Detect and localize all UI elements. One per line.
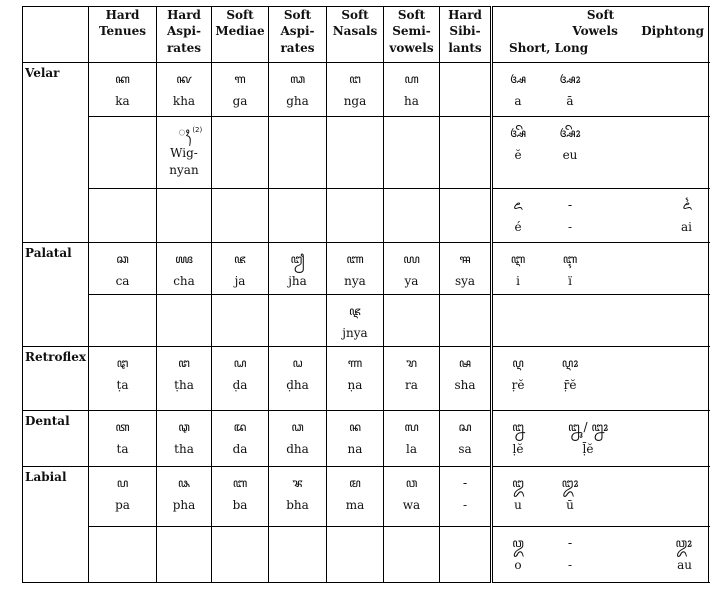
row-velar-2 (23, 117, 709, 189)
cell-ba: ꦧ ba (212, 467, 269, 527)
cell-empty (492, 295, 709, 347)
row-label-retroflex: Retroflex (23, 347, 89, 411)
header-row (23, 7, 709, 63)
cell-vowel-le: ꦊ ḷĕ ꦋ / ꦊꦴ ḹĕ (492, 411, 709, 467)
cell-da: ꦢ da (212, 411, 269, 467)
row-dental (23, 411, 709, 467)
cell-empty (212, 189, 269, 243)
row-label-dental: Dental (23, 411, 89, 467)
cell-empty (440, 295, 492, 347)
cell-empty (212, 117, 269, 189)
script-table-wrapper (22, 6, 708, 583)
cell-bha: ꦨ bha (269, 467, 327, 527)
cell-ta: ꦠ ta (89, 411, 157, 467)
cell-empty (212, 295, 269, 347)
cell-empty (327, 527, 384, 583)
row-label-labial: Labial (23, 467, 89, 583)
cell-empty (327, 189, 384, 243)
cell-sya: ꦯ sya (440, 243, 492, 295)
cell-empty (440, 189, 492, 243)
cell-gha: ꦓ gha (269, 63, 327, 117)
header-col-sibilants: Hard Sibi- lants (440, 7, 492, 63)
cell-empty (269, 527, 327, 583)
row-palatal-1 (23, 243, 709, 295)
header-col-tenues: Hard Tenues (89, 7, 157, 63)
cell-ma: ꦩ ma (327, 467, 384, 527)
header-col-aspirates-soft: Soft Aspi- rates (269, 7, 327, 63)
cell-ga: ꦒ ga (212, 63, 269, 117)
cell-vowel-e-ai: ꦌ é - - ꦍ ai (492, 189, 709, 243)
cell-empty (269, 117, 327, 189)
row-label-velar: Velar (23, 63, 89, 243)
cell-nga: ꦔ nga (327, 63, 384, 117)
cell-tha: ꦡ tha (157, 411, 212, 467)
header-corner (23, 7, 89, 63)
cell-empty (89, 117, 157, 189)
row-velar-3 (23, 189, 709, 243)
cell-empty (384, 527, 440, 583)
cell-vowel-e-pepet: ꦄꦼ ĕ ꦄꦼꦴ eu (492, 117, 709, 189)
cell-nya: ꦚ nya (327, 243, 384, 295)
cell-empty (269, 189, 327, 243)
header-col-mediae: Soft Mediae (212, 7, 269, 63)
cell-wa: ꦮ wa (384, 467, 440, 527)
row-labial-2 (23, 527, 709, 583)
cell-empty (440, 117, 492, 189)
cell-ddha: ꦞ ḍha (269, 347, 327, 411)
cell-ca: ꦕ ca (89, 243, 157, 295)
row-palatal-2 (23, 295, 709, 347)
cell-jnya: ꦘ jnya (327, 295, 384, 347)
row-velar-1 (23, 63, 709, 117)
row-retroflex (23, 347, 709, 411)
cell-empty (89, 189, 157, 243)
cell-sa: ꦱ sa (440, 411, 492, 467)
header-col-vowels: Soft Vowels Diphtong Short, Long (492, 7, 709, 63)
header-col-aspirates-hard: Hard Aspi- rates (157, 7, 212, 63)
cell-ya: ꦪ ya (384, 243, 440, 295)
row-label-palatal: Palatal (23, 243, 89, 347)
cell-ha: ꦲ ha (384, 63, 440, 117)
cell-pha: ꦦ pha (157, 467, 212, 527)
header-col-nasals: Soft Nasals (327, 7, 384, 63)
cell-nna: ꦟ ṇa (327, 347, 384, 411)
cell-empty (384, 117, 440, 189)
cell-jha: ꦙ jha (269, 243, 327, 295)
cell-velar-sibilant-empty (440, 63, 492, 117)
cell-empty (89, 527, 157, 583)
cell-ttha: ꦜ ṭha (157, 347, 212, 411)
cell-empty (157, 189, 212, 243)
cell-ka: ꦏ ka (89, 63, 157, 117)
cell-sha: ꦰ sha (440, 347, 492, 411)
cell-dha: ꦣ dha (269, 411, 327, 467)
cell-ra: ꦫ ra (384, 347, 440, 411)
javanese-script-table (22, 6, 709, 583)
cell-labial-sibilant: - - (440, 467, 492, 527)
cell-empty (327, 117, 384, 189)
cell-cha: ꦖ cha (157, 243, 212, 295)
cell-la: ꦭ la (384, 411, 440, 467)
row-labial-1 (23, 467, 709, 527)
cell-empty (384, 189, 440, 243)
cell-empty (157, 527, 212, 583)
cell-empty (269, 295, 327, 347)
cell-vowel-i: ꦆ i ꦇ ï (492, 243, 709, 295)
cell-wignyan: ꦃ (2) Wig- nyan (157, 117, 212, 189)
cell-tta: ꦛ ṭa (89, 347, 157, 411)
cell-ja: ꦗ ja (212, 243, 269, 295)
cell-vowel-re: ꦉ ṛĕ ꦉꦴ ṝĕ (492, 347, 709, 411)
cell-empty (212, 527, 269, 583)
cell-vowel-u: ꦈ u ꦈꦴ ū (492, 467, 709, 527)
cell-kha: ꦑ kha (157, 63, 212, 117)
cell-na: ꦤ na (327, 411, 384, 467)
cell-vowel-a: ꦄ a ꦄꦴ ā (492, 63, 709, 117)
cell-empty (89, 295, 157, 347)
cell-empty (384, 295, 440, 347)
cell-vowel-o-au: ꦎ o - - ꦎꦴ au (492, 527, 709, 583)
cell-empty (157, 295, 212, 347)
cell-empty (440, 527, 492, 583)
cell-pa: ꦥ pa (89, 467, 157, 527)
cell-dda: ꦝ ḍa (212, 347, 269, 411)
header-col-semivowels: Soft Semi- vowels (384, 7, 440, 63)
